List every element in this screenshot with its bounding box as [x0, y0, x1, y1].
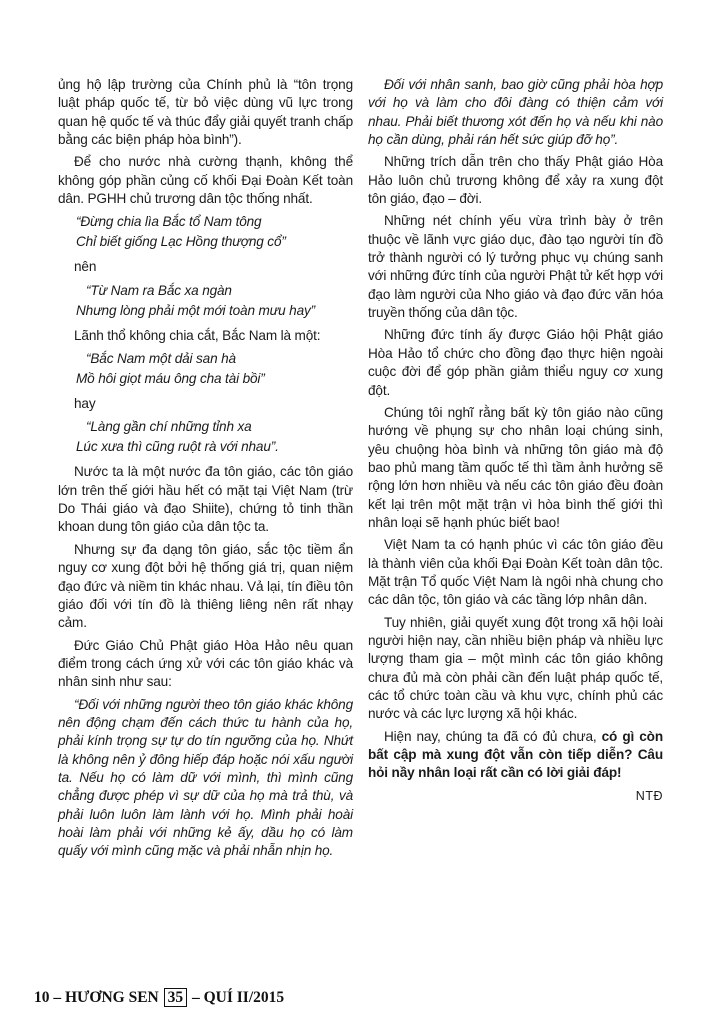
paragraph: ủng hộ lập trường của Chính phủ là “tôn trọng luật pháp quốc tế, từ bỏ việc dùng vũ lực trong quan hệ quốc tế và thúc đẩy giải quyết tranh chấp bằng các biện pháp hòa bình”).: [58, 77, 353, 148]
quote-paragraph: Đối với nhân sanh, bao giờ cũng phải hòa hợp với họ và làm cho đôi đàng có thiện cảm với nhau. Phải biết thương xót đến họ và nếu khi nào họ cần dùng, phải rán hết sức giúp đỡ họ”.: [368, 77, 663, 148]
paragraph: Việt Nam ta có hạnh phúc vì các tôn giáo đều là thành viên của khối Đại Đoàn Kết toàn dân tộc. Mặt trận Tổ quốc Việt Nam là ngôi nhà chung cho các dân tộc, tôn giáo và các tầng lớp nhân dân.: [368, 537, 663, 608]
connector-word: nên: [74, 259, 97, 275]
closing-paragraph: [368, 728, 663, 783]
paragraph: Tuy nhiên, giải quyết xung đột trong xã hội loài người hiện nay, cần nhiều biện pháp và nhiều lực lượng tham gia – một mình các tôn giáo không chưa đủ mà còn phải cần đến luật pháp quốc tế, các tổ chức toàn cầu và khu vực, chính phủ các nước và các lực lượng xã hội khác.: [368, 614, 663, 722]
paragraph: Nước ta là một nước đa tôn giáo, các tôn giáo lớn trên thế giới hầu hết có mặt tại Việt Nam (trừ Do Thái giáo và đạo Shiite), chứng tỏ tinh thần khoan dung tôn giáo của dân tộc ta.: [58, 464, 353, 535]
footer-quarter-label: – QUÍ II/2015: [191, 989, 285, 1006]
verse-quote: [58, 281, 353, 321]
quote-paragraph: “Đối với những người theo tôn giáo khác không nên động chạm đến cách thức tu hành của họ, phải kính trọng sự tự do tín ngưỡng của họ. Nhứt là không nên ỷ đông hiếp đáp hoặc nói xấu người ta. Nếu họ có làm dữ với mình, thì mình cũng chẳng được phép vì sự dữ của họ mà trả thù, và phải luôn luôn làm lành với họ. Mình phải hoài hoài làm phải với những kẻ ấy, dầu họ có làm quấy với mình cũng mặc và phải nhẫn nhịn họ.: [58, 696, 353, 859]
verse-line: “Làng gần chí những tỉnh xa: [86, 419, 252, 435]
paragraph: Đức Giáo Chủ Phật giáo Hòa Hảo nêu quan điểm trong cách ứng xử với các tôn giáo khác và nhân sinh như sau:: [58, 637, 353, 690]
paragraph: Chúng tôi nghĩ rằng bất kỳ tôn giáo nào cũng hướng về phụng sự cho nhân loại chúng sinh, yêu chuộng hòa bình và những tôn giáo mà độ bao phủ mang tầm quốc tế thì tầm ảnh hưởng sẽ rộng lớn hơn nhiều và nếu các tôn giáo đều đoàn kết lại trên một mặt trận vì hòa bình thế giới thì nhân loại sẽ hạnh phúc biết bao!: [368, 404, 663, 530]
verse-line: Lúc xưa thì cũng ruột rà với nhau”.: [76, 439, 279, 455]
verse-line: “Bắc Nam một dải san hà: [86, 351, 236, 367]
paragraph: Những trích dẫn trên cho thấy Phật giáo Hòa Hảo luôn chủ trương không để xảy ra xung đột tôn giáo, đạo – đời.: [368, 154, 663, 207]
closing-question: có gì còn bất cập mà xung đột vẫn còn tiếp diễn? Câu hỏi nầy nhân loại rất cần có lời giải đáp!: [368, 728, 663, 781]
verse-line: Mồ hôi giọt máu ông cha tài bồi”: [76, 371, 265, 387]
verse-quote: [58, 349, 353, 389]
author-signature: NTĐ: [635, 788, 663, 803]
verse-line: “Đừng chia lìa Bắc tổ Nam tông: [76, 214, 262, 230]
issue-number-box: 35: [164, 988, 188, 1007]
verse-quote: [58, 212, 353, 252]
left-column: [58, 76, 353, 865]
paragraph: Những nét chính yếu vừa trình bày ở trên thuộc về lãnh vực giáo dục, đào tạo người tín đồ trở thành người có lý tưởng phục vụ chúng sanh với những đức tính của người Phật tử kết hợp với đạo làm người của Nho giáo và đạo đức văn hóa truyền thống của dân tộc.: [368, 213, 663, 321]
connector-word: hay: [74, 396, 96, 412]
paragraph: Lãnh thổ không chia cắt, Bắc Nam là một:: [74, 327, 321, 343]
paragraph: Nhưng sự đa dạng tôn giáo, sắc tộc tiềm ẩn nguy cơ xung đột bởi hệ thống giá trị, quan niệm đạo đức và niềm tin khác nhau. Vả lại, tín điều tôn giáo đối với tín đồ là thiêng liêng nên rất nhạy cảm.: [58, 541, 353, 631]
paragraph: Những đức tính ấy được Giáo hội Phật giáo Hòa Hảo tổ chức cho đồng đạo thực hiện ngoài cuộc đời để góp phần giảm thiểu nguy cơ xung đột.: [368, 327, 663, 398]
verse-quote: [58, 417, 353, 457]
footer-page-label: 10 – HƯƠNG SEN: [34, 989, 159, 1006]
closing-text: Hiện nay, chúng ta đã có đủ chưa,: [384, 728, 602, 744]
verse-line: Nhưng lòng phải một mới toàn mưu hay”: [76, 302, 316, 318]
verse-line: Chỉ biết giống Lạc Hồng thượng cổ”: [76, 234, 286, 250]
verse-line: “Từ Nam ra Bắc xa ngàn: [86, 282, 232, 298]
right-column: [368, 76, 663, 805]
paragraph: Để cho nước nhà cường thạnh, không thể không góp phần củng cố khối Đại Đoàn Kết toàn dân. PGHH chủ trương dân tộc thống nhất.: [58, 154, 353, 207]
page-footer: [34, 988, 284, 1007]
